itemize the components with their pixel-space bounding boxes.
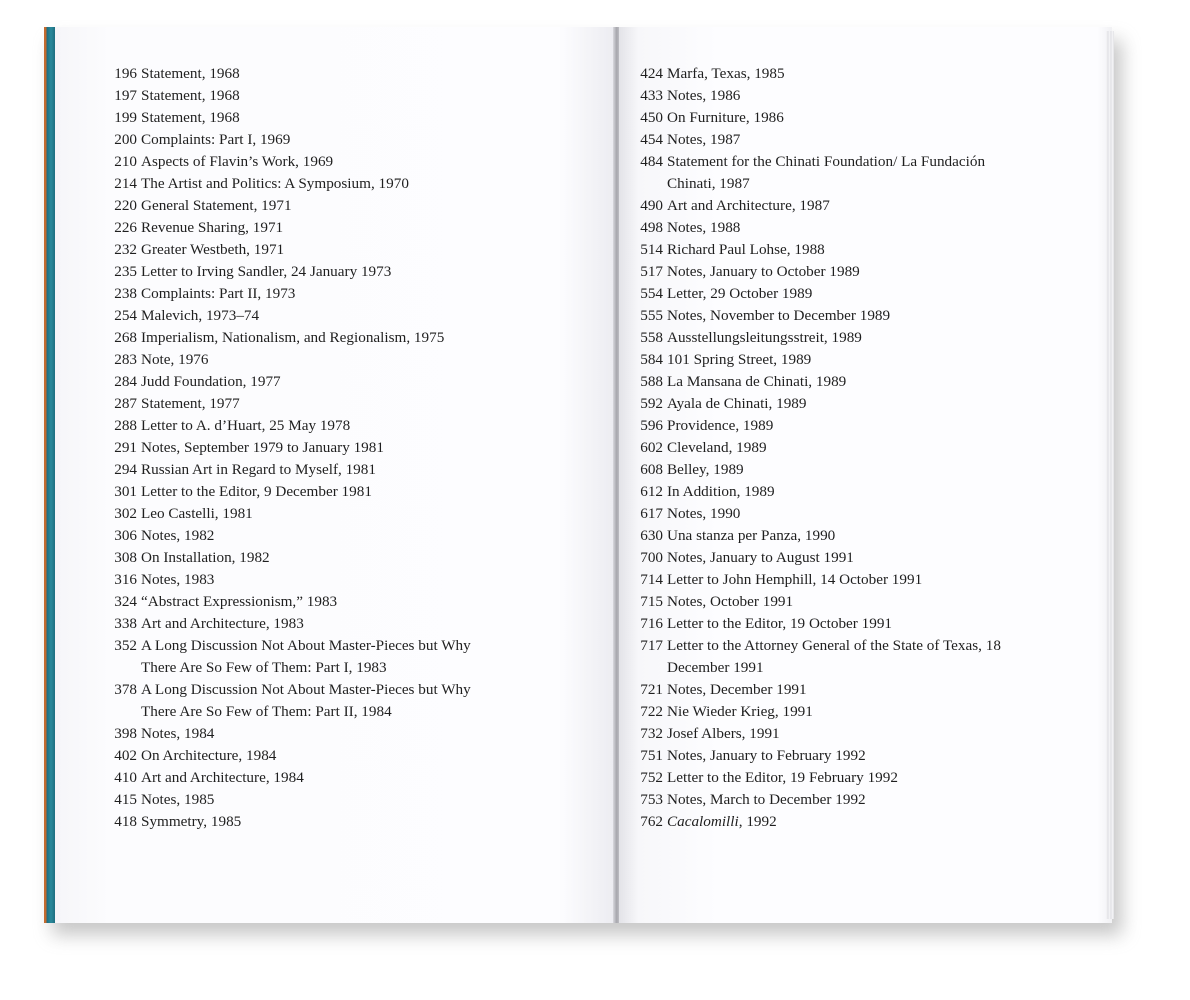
- entry-title: Statement, 1968: [141, 65, 240, 82]
- entry-title: Notes, 1985: [141, 791, 215, 808]
- contents-entry: [103, 789, 501, 811]
- page-number: 284: [114, 373, 137, 390]
- contents-entry: [629, 635, 1029, 679]
- entry-title: Leo Castelli, 1981: [141, 505, 253, 522]
- page-number: 498: [640, 219, 663, 236]
- entry-title: Imperialism, Nationalism, and Regionalism, 1975: [141, 329, 445, 346]
- page-number: 721: [640, 681, 663, 698]
- contents-entry: [629, 283, 1029, 305]
- page-number: 450: [640, 109, 663, 126]
- page-number: 484: [640, 153, 663, 170]
- page-number: 584: [640, 351, 663, 368]
- page-number: 238: [114, 285, 137, 302]
- entry-title: Letter, 29 October 1989: [667, 285, 813, 302]
- page-number: 398: [114, 725, 137, 742]
- contents-entry: [103, 635, 501, 679]
- entry-title: Notes, 1987: [667, 131, 741, 148]
- page-number: 602: [640, 439, 663, 456]
- entry-title: Art and Architecture, 1984: [141, 769, 304, 786]
- page-number: 308: [114, 549, 137, 566]
- entry-title: Letter to Irving Sandler, 24 January 1973: [141, 263, 392, 280]
- contents-entry: [103, 151, 501, 173]
- entry-title: Marfa, Texas, 1985: [667, 65, 785, 82]
- contents-entry: [629, 569, 1029, 591]
- contents-entry: [103, 239, 501, 261]
- entry-title: Notes, September 1979 to January 1981: [141, 439, 384, 456]
- page-number: 592: [640, 395, 663, 412]
- contents-entry: [103, 437, 501, 459]
- entry-title: Notes, March to December 1992: [667, 791, 866, 808]
- contents-entry: [629, 525, 1029, 547]
- entry-title: Notes, 1982: [141, 527, 215, 544]
- entry-title: 101 Spring Street, 1989: [667, 351, 812, 368]
- page-number: 196: [114, 65, 137, 82]
- contents-entry: [629, 481, 1029, 503]
- contents-entry: [629, 503, 1029, 525]
- entry-title: Letter to the Attorney General of the State of Texas, 18 December 1991: [667, 637, 1001, 676]
- contents-entry: [629, 239, 1029, 261]
- contents-entry: [103, 349, 501, 371]
- page-number: 558: [640, 329, 663, 346]
- contents-entry: [103, 679, 501, 723]
- contents-entry: [103, 393, 501, 415]
- entry-title: Complaints: Part I, 1969: [141, 131, 291, 148]
- page-number: 306: [114, 527, 137, 544]
- page-number: 324: [114, 593, 137, 610]
- page-number: 378: [114, 681, 137, 698]
- page-number: 410: [114, 769, 137, 786]
- contents-entry: [629, 415, 1029, 437]
- contents-entry: [629, 85, 1029, 107]
- contents-entry: [629, 195, 1029, 217]
- contents-entry: [103, 503, 501, 525]
- contents-entry: [103, 195, 501, 217]
- contents-entry: [629, 151, 1029, 195]
- entry-title: Una stanza per Panza, 1990: [667, 527, 836, 544]
- page-number: 268: [114, 329, 137, 346]
- entry-title: Notes, 1988: [667, 219, 741, 236]
- page-number: 617: [640, 505, 663, 522]
- entry-title: On Furniture, 1986: [667, 109, 784, 126]
- contents-entry: [103, 63, 501, 85]
- entry-title: Letter to the Editor, 9 December 1981: [141, 483, 372, 500]
- page-number: 220: [114, 197, 137, 214]
- contents-entry: [103, 283, 501, 305]
- page-edges: [1106, 31, 1114, 919]
- page-number: 415: [114, 791, 137, 808]
- page-number: 752: [640, 769, 663, 786]
- page-number: 715: [640, 593, 663, 610]
- contents-entry: [629, 217, 1029, 239]
- entry-title: Judd Foundation, 1977: [141, 373, 281, 390]
- page-number: 287: [114, 395, 137, 412]
- page-number: 554: [640, 285, 663, 302]
- page-number: 753: [640, 791, 663, 808]
- entry-title: Josef Albers, 1991: [667, 725, 780, 742]
- entry-title: Greater Westbeth, 1971: [141, 241, 285, 258]
- page-number: 352: [114, 637, 137, 654]
- page-number: 514: [640, 241, 663, 258]
- page-number: 751: [640, 747, 663, 764]
- entry-title: On Installation, 1982: [141, 549, 270, 566]
- page-number: 214: [114, 175, 137, 192]
- contents-entry: [103, 415, 501, 437]
- open-book: [44, 27, 1112, 923]
- entry-title: In Addition, 1989: [667, 483, 775, 500]
- page-number: 254: [114, 307, 137, 324]
- entry-title: Russian Art in Regard to Myself, 1981: [141, 461, 376, 478]
- contents-entry: [629, 107, 1029, 129]
- entry-title: Note, 1976: [141, 351, 209, 368]
- contents-entry: [103, 547, 501, 569]
- entry-title: A Long Discussion Not About Master-Pieces but Why There Are So Few of Them: Part I, 1983: [141, 637, 471, 676]
- contents-entry: [629, 261, 1029, 283]
- contents-entry: [103, 613, 501, 635]
- entry-title: Ayala de Chinati, 1989: [667, 395, 807, 412]
- contents-entry: [629, 305, 1029, 327]
- page-number: 612: [640, 483, 663, 500]
- page-number: 555: [640, 307, 663, 324]
- entry-title: Belley, 1989: [667, 461, 744, 478]
- page-number: 418: [114, 813, 137, 830]
- page-number: 402: [114, 747, 137, 764]
- page-number: 716: [640, 615, 663, 632]
- right-contents-list: [629, 63, 1029, 833]
- entry-title: Notes, 1986: [667, 87, 741, 104]
- entry-title: [667, 811, 777, 833]
- page-number: 714: [640, 571, 663, 588]
- contents-entry: [103, 767, 501, 789]
- contents-entry: [629, 349, 1029, 371]
- contents-entry: [629, 129, 1029, 151]
- page-number: 596: [640, 417, 663, 434]
- page-number: 517: [640, 263, 663, 280]
- contents-entry: [629, 613, 1029, 635]
- entry-title: Providence, 1989: [667, 417, 774, 434]
- entry-title: Notes, January to February 1992: [667, 747, 866, 764]
- page-number: 490: [640, 197, 663, 214]
- entry-title: Revenue Sharing, 1971: [141, 219, 284, 236]
- contents-entry: [629, 679, 1029, 701]
- page-number: 283: [114, 351, 137, 368]
- contents-entry: [103, 745, 501, 767]
- contents-entry: [103, 261, 501, 283]
- page-number: 200: [114, 131, 137, 148]
- contents-entry: [629, 393, 1029, 415]
- entry-title: Aspects of Flavin’s Work, 1969: [141, 153, 334, 170]
- contents-entry: [103, 459, 501, 481]
- entry-title: Statement for the Chinati Foundation/ La Fundación Chinati, 1987: [667, 153, 986, 192]
- page-number: 232: [114, 241, 137, 258]
- page-number: 762: [640, 813, 663, 830]
- page-number: 433: [640, 87, 663, 104]
- page-number: 226: [114, 219, 137, 236]
- contents-entry: [629, 811, 1029, 833]
- entry-title: Notes, December 1991: [667, 681, 807, 698]
- contents-entry: [103, 327, 501, 349]
- contents-entry: [103, 217, 501, 239]
- contents-entry: [629, 327, 1029, 349]
- contents-entry: [629, 745, 1029, 767]
- entry-title: Notes, October 1991: [667, 593, 794, 610]
- book-cover-edge: [44, 27, 55, 923]
- entry-title: A Long Discussion Not About Master-Pieces but Why There Are So Few of Them: Part II, 1984: [141, 681, 471, 720]
- contents-entry: [103, 85, 501, 107]
- entry-title: General Statement, 1971: [141, 197, 292, 214]
- page-number: 608: [640, 461, 663, 478]
- contents-entry: [103, 173, 501, 195]
- contents-entry: [629, 459, 1029, 481]
- entry-title: Symmetry, 1985: [141, 813, 242, 830]
- contents-entry: [103, 305, 501, 327]
- entry-title-rest: , 1992: [738, 813, 777, 830]
- contents-entry: [103, 481, 501, 503]
- contents-entry: [629, 547, 1029, 569]
- entry-title: Richard Paul Lohse, 1988: [667, 241, 825, 258]
- entry-title: La Mansana de Chinati, 1989: [667, 373, 847, 390]
- page-number: 199: [114, 109, 137, 126]
- entry-title: Notes, January to October 1989: [667, 263, 860, 280]
- page-number: 294: [114, 461, 137, 478]
- entry-title: Letter to the Editor, 19 February 1992: [667, 769, 898, 786]
- entry-title: Statement, 1977: [141, 395, 240, 412]
- page-number: 288: [114, 417, 137, 434]
- contents-entry: [103, 811, 501, 833]
- entry-title: Ausstellungsleitungsstreit, 1989: [667, 329, 862, 346]
- contents-entry: [629, 63, 1029, 85]
- contents-entry: [103, 591, 501, 613]
- entry-title: Notes, 1984: [141, 725, 215, 742]
- entry-title: Art and Architecture, 1983: [141, 615, 304, 632]
- page-number: 197: [114, 87, 137, 104]
- contents-entry: [629, 723, 1029, 745]
- entry-title: Cleveland, 1989: [667, 439, 767, 456]
- contents-entry: [103, 371, 501, 393]
- page-number: 722: [640, 703, 663, 720]
- contents-entry: [103, 107, 501, 129]
- entry-title: Statement, 1968: [141, 109, 240, 126]
- page-number: 301: [114, 483, 137, 500]
- page-number: 454: [640, 131, 663, 148]
- entry-title: Notes, 1990: [667, 505, 741, 522]
- page-number: 338: [114, 615, 137, 632]
- entry-title-italic: Cacalomilli: [667, 813, 739, 830]
- entry-title: The Artist and Politics: A Symposium, 1970: [141, 175, 409, 192]
- contents-entry: [629, 591, 1029, 613]
- entry-title: Nie Wieder Krieg, 1991: [667, 703, 813, 720]
- page-number: 302: [114, 505, 137, 522]
- page-number: 700: [640, 549, 663, 566]
- contents-entry: [629, 437, 1029, 459]
- page-number: 316: [114, 571, 137, 588]
- entry-title: Statement, 1968: [141, 87, 240, 104]
- page-number: 732: [640, 725, 663, 742]
- entry-title: Letter to John Hemphill, 14 October 1991: [667, 571, 923, 588]
- entry-title: Art and Architecture, 1987: [667, 197, 830, 214]
- entry-title: Letter to A. d’Huart, 25 May 1978: [141, 417, 351, 434]
- page-number: 588: [640, 373, 663, 390]
- page-number: 717: [640, 637, 663, 654]
- page-number: 235: [114, 263, 137, 280]
- entry-title: “Abstract Expressionism,” 1983: [141, 593, 338, 610]
- page-number: 630: [640, 527, 663, 544]
- entry-title: Malevich, 1973–74: [141, 307, 260, 324]
- page-number: 210: [114, 153, 137, 170]
- contents-entry: [629, 701, 1029, 723]
- entry-title: Notes, November to December 1989: [667, 307, 891, 324]
- page-number: 424: [640, 65, 663, 82]
- entry-title: Notes, January to August 1991: [667, 549, 854, 566]
- page-number: 291: [114, 439, 137, 456]
- contents-entry: [629, 371, 1029, 393]
- contents-entry: [629, 789, 1029, 811]
- entry-title: Complaints: Part II, 1973: [141, 285, 296, 302]
- entry-title: Letter to the Editor, 19 October 1991: [667, 615, 893, 632]
- contents-entry: [103, 129, 501, 151]
- entry-title: Notes, 1983: [141, 571, 215, 588]
- contents-entry: [103, 569, 501, 591]
- contents-entry: [103, 723, 501, 745]
- contents-entry: [103, 525, 501, 547]
- contents-entry: [629, 767, 1029, 789]
- left-contents-list: [103, 63, 501, 833]
- entry-title: On Architecture, 1984: [141, 747, 277, 764]
